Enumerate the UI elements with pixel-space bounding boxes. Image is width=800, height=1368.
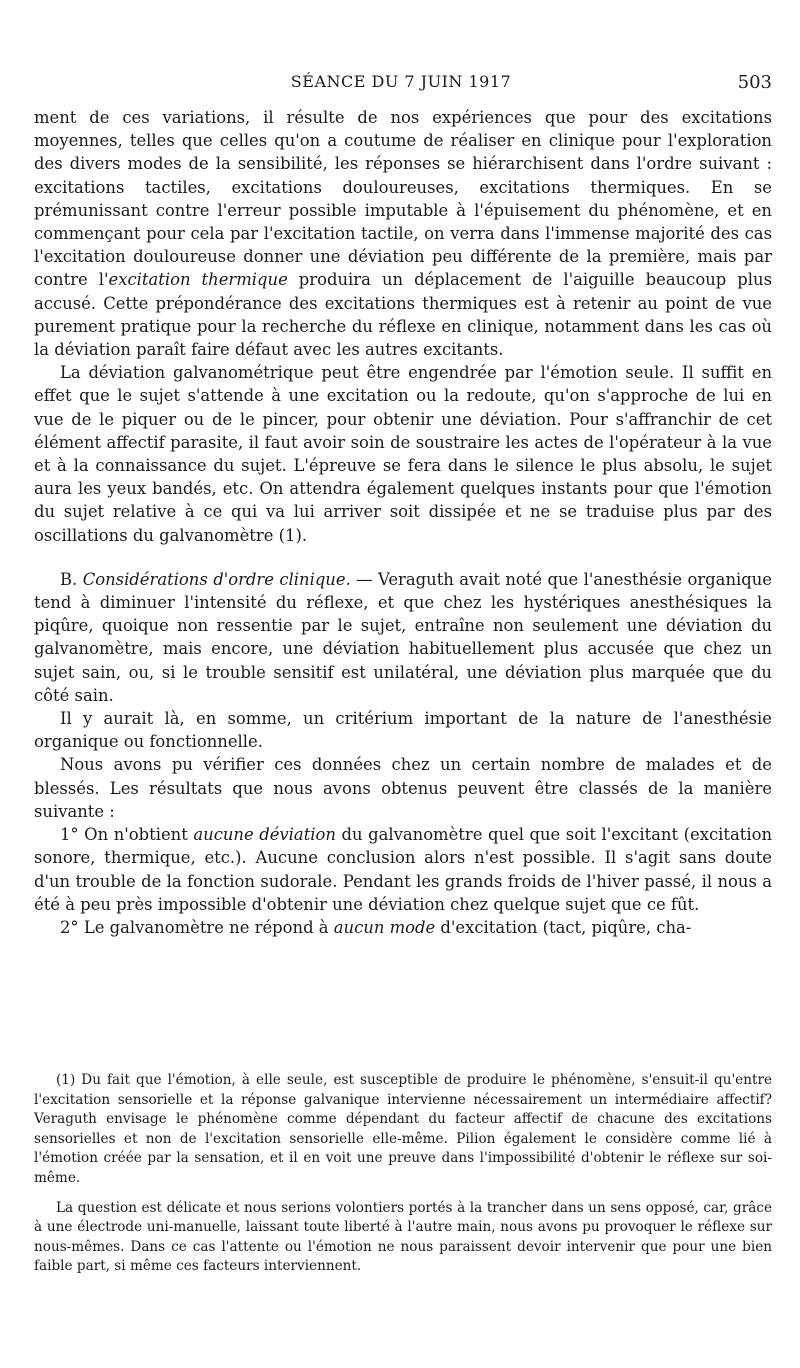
body-text <box>34 106 772 939</box>
section-heading: Considérations d'ordre clinique. <box>82 569 351 589</box>
paragraph-5: Nous avons pu vérifier ces données chez un certain nombre de malades et de blessés. Les résultats que nous avons obtenus peuvent être classés de la manière suivante : <box>34 755 772 821</box>
section-b-paragraph: B. Considérations d'ordre clinique. — Veraguth avait noté que l'anesthésie organique tend à diminuer l'intensité du réflexe, et que chez les hystériques anesthésiques la piqûre, quoique non ressentie par le sujet, entraîne non seulement une déviation du galvanomètre, mais encore, une déviation habituellement plus accusée que chez un sujet sain, ou, si le trouble sensitif est unilatéral, une déviation plus marquée que du côté sain. <box>34 569 772 705</box>
paragraph-1: ment de ces variations, il résulte de nos expériences que pour des excitations moyennes, telles que celles qu'on a coutume de réaliser en clinique pour l'exploration des divers modes de la sensibilité, les réponses se hiérarchisent dans l'ordre suivant : excitations tactiles, excitations douloureuses, excitations thermiques. En se prémunissant contre l'erreur possible imputable à l'épuisement du phénomène, et en commençant pour cela par l'excitation tactile, on verra dans l'immense majorité des cas l'excitation douloureuse donner une déviation peu différente de la première, mais par contre l'excitation thermique produira un déplacement de l'aiguille beaucoup plus accusé. Cette prépondérance des excitations thermiques est à retenir au point de vue purement pratique pour la recherche du réflexe en clinique, notamment dans les cas où la déviation paraît faire défaut avec les autres excitants. <box>34 108 772 360</box>
footnotes <box>34 1071 772 1277</box>
list-item-1: 1° On n'obtient aucune déviation du galvanomètre quel que soit l'excitant (excitation sonore, thermique, etc.). Aucune conclusion alors n'est possible. Il s'agit sans doute d'un trouble de la fonction sudorale. Pendant les grands froids de l'hiver passé, il nous a été à peu près impossible d'obtenir une déviation chez quelque sujet que ce fût. <box>34 825 772 914</box>
emphasis-excitation-thermique: excitation thermique <box>108 270 288 290</box>
footnote-1-continuation: La question est délicate et nous serions volontiers portés à la trancher dans un sens opposé, car, grâce à une électrode uni-manuelle, laissant toute liberté à l'autre main, nous avons pu provoquer le réflexe sur nous-mêmes. Dans ce cas l'attente ou l'émotion ne nous paraissent devoir intervenir que pour une bien faible part, si même ces facteurs interviennent. <box>34 1199 772 1275</box>
emphasis-aucune-deviation: aucune déviation <box>193 825 336 845</box>
footnote-1: (1) Du fait que l'émotion, à elle seule, est susceptible de produire le phénomène, s'ensuit-il qu'entre l'excitation sensorielle et la réponse galvanique intervienne nécessairement un intermédiaire affectif? Veraguth envisage le phénomène comme dépendant du facteur affectif de chacune des excitations sensorielles et non de l'excitation sensorielle elle-même. Pilion également le considère comme lié à l'émotion créée par la sensation, et il en voit une preuve dans l'impossibilité d'obtenir le réflexe sur soi-même. <box>34 1072 772 1186</box>
page-number: 503 <box>737 72 772 93</box>
paragraph-2: La déviation galvanométrique peut être engendrée par l'émotion seule. Il suffit en effet que le sujet s'attende à une excitation ou la redoute, qu'on s'approche de lui en vue de le piquer ou de le pincer, pour obtenir une déviation. Pour s'affranchir de cet élément affectif parasite, il faut avoir soin de soustraire les actes de l'opérateur à la vue et à la connaissance du sujet. L'épreuve se fera dans le silence le plus absolu, le sujet aura les yeux bandés, etc. On attendra également quelques instants pour que l'émotion du sujet relative à ce qui va lui arriver soit dissipée et ne se traduise plus par des oscillations du galvanomètre (1). <box>34 363 772 545</box>
header-title: SÉANCE DU 7 JUIN 1917 <box>290 72 512 91</box>
section-label: B. <box>60 569 83 589</box>
emphasis-aucun-mode: aucun mode <box>333 917 436 937</box>
list-item-2: 2° Le galvanomètre ne répond à aucun mode d'excitation (tact, piqûre, cha- <box>60 917 692 937</box>
paragraph-4: Il y aurait là, en somme, un critérium important de la nature de l'anesthésie organique ou fonctionnelle. <box>34 709 772 752</box>
running-header <box>30 72 772 96</box>
